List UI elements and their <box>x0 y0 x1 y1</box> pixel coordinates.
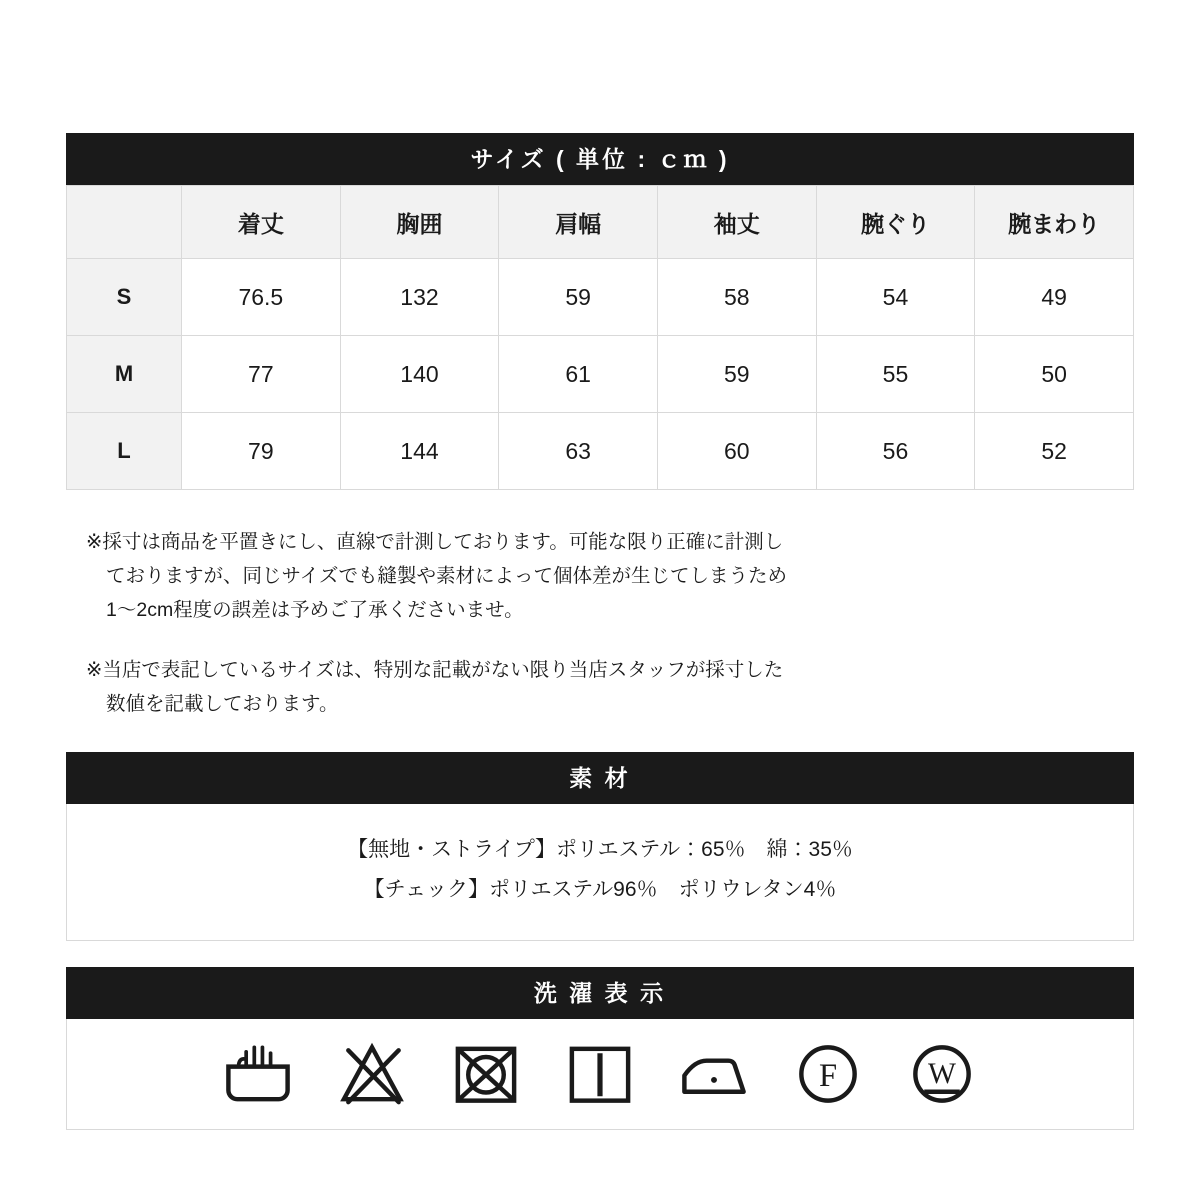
row-header-size-s: S <box>67 259 182 336</box>
material-section <box>66 753 1134 941</box>
no-bleach-icon <box>335 1037 409 1111</box>
cell-m-shoulder: 61 <box>499 336 658 413</box>
no-tumble-dry-icon <box>449 1037 523 1111</box>
wash-care-section-title: 洗 濯 表 示 <box>66 967 1134 1019</box>
cell-s-arm-circumference: 49 <box>975 259 1134 336</box>
svg-text:W: W <box>928 1057 956 1090</box>
note-staff-measured <box>86 653 1126 721</box>
table-row <box>67 413 1134 490</box>
dry-clean-f-icon <box>791 1037 865 1111</box>
note-line: 1〜2cm程度の誤差は予めご了承くださいませ。 <box>106 599 524 621</box>
material-line-plain-stripe: 【無地・ストライプ】ポリエステル：65％ 綿：35％ <box>347 838 853 861</box>
note-line: 数値を記載しております。 <box>106 693 339 715</box>
row-header-size-l: L <box>67 413 182 490</box>
cell-l-bust: 144 <box>340 413 499 490</box>
hand-wash-icon <box>221 1037 295 1111</box>
cell-m-arm-circumference: 50 <box>975 336 1134 413</box>
cell-s-sleeve: 58 <box>657 259 816 336</box>
note-line: ※採寸は商品を平置きにし、直線で計測しております。可能な限り正確に計測し <box>86 531 784 553</box>
column-header-length: 着丈 <box>182 186 341 259</box>
cell-s-length: 76.5 <box>182 259 341 336</box>
iron-low-icon <box>677 1037 751 1111</box>
column-header-sleeve: 袖丈 <box>657 186 816 259</box>
row-header-size-m: M <box>67 336 182 413</box>
cell-s-armhole: 54 <box>816 259 975 336</box>
size-table <box>66 185 1134 490</box>
cell-m-armhole: 55 <box>816 336 975 413</box>
column-header-armhole: 腕ぐり <box>816 186 975 259</box>
size-section <box>66 133 1134 490</box>
cell-l-sleeve: 60 <box>657 413 816 490</box>
column-header-bust: 胸囲 <box>340 186 499 259</box>
column-header-arm-circumference: 腕まわり <box>975 186 1134 259</box>
size-table-body <box>67 259 1134 490</box>
cell-m-length: 77 <box>182 336 341 413</box>
wet-clean-w-icon <box>905 1037 979 1111</box>
material-section-title: 素 材 <box>66 752 1134 804</box>
svg-text:F: F <box>818 1057 838 1094</box>
cell-s-shoulder: 59 <box>499 259 658 336</box>
cell-l-length: 79 <box>182 413 341 490</box>
measurement-notes <box>86 525 1126 747</box>
size-table-head <box>67 186 1134 259</box>
cell-l-shoulder: 63 <box>499 413 658 490</box>
cell-s-bust: 132 <box>340 259 499 336</box>
material-content <box>67 804 1133 940</box>
table-row <box>67 336 1134 413</box>
material-line-check: 【チェック】ポリエステル96％ ポリウレタン4％ <box>363 878 837 901</box>
drip-dry-hang-icon <box>563 1037 637 1111</box>
wash-care-icon-row <box>67 1019 1133 1129</box>
column-header-shoulder: 肩幅 <box>499 186 658 259</box>
size-section-title: サイズ ( 単位 : ｃｍ ) <box>66 133 1134 185</box>
table-header-row <box>67 186 1134 259</box>
wash-care-section <box>66 968 1134 1130</box>
note-line: ておりますが、同じサイズでも縫製や素材によって個体差が生じてしまうため <box>106 565 787 587</box>
cell-m-sleeve: 59 <box>657 336 816 413</box>
cell-m-bust: 140 <box>340 336 499 413</box>
cell-l-arm-circumference: 52 <box>975 413 1134 490</box>
note-measurement <box>86 525 1126 627</box>
note-line: ※当店で表記しているサイズは、特別な記載がない限り当店スタッフが採寸した <box>86 659 784 681</box>
table-row <box>67 259 1134 336</box>
cell-l-armhole: 56 <box>816 413 975 490</box>
size-column-header <box>67 186 182 259</box>
